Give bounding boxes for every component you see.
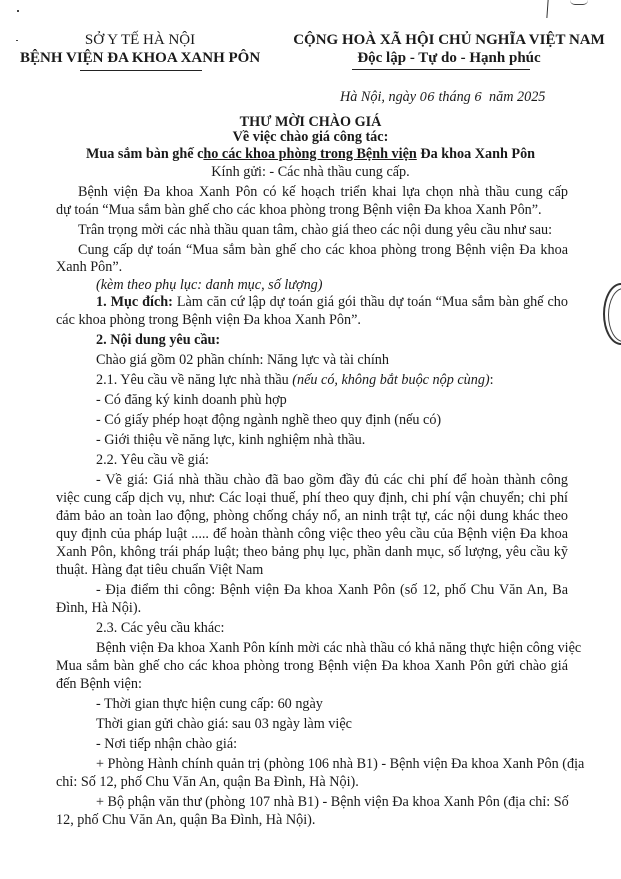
other-line: Mua sắm bàn ghế cho các khoa phòng trong Bệnh viện Đa khoa Xanh Pôn gửi chào giá [56,658,568,674]
supply-line-1: Cung cấp dự toán “Mua sắm bàn ghế cho các khoa phòng trong Bệnh viện Đa khoa [78,242,568,258]
header-left-underline [80,70,202,71]
capacity-colon: : [489,372,494,388]
capacity-item: - Có đăng ký kinh doanh phù hợp [96,392,287,408]
handwritten-mark-icon [570,0,588,5]
submit-time-line: Thời gian gửi chào giá: sau 03 ngày làm việc [96,716,352,732]
capacity-note: (nếu có, không bắt buộc nộp cùng) [292,372,490,388]
receive1-line-2: chỉ: Số 12, phố Chu Văn An, quận Ba Đình, Hà Nội). [56,774,359,790]
capacity-item: - Giới thiệu về năng lực, kinh nghiệm nhà thầu. [96,432,366,448]
other-line: Bệnh viện Đa khoa Xanh Pôn kính mời các nhà thầu có khả năng thực hiện công việc [96,640,582,656]
price-line: quy định của pháp luật ..... để hoàn thành công việc theo yêu cầu của Bệnh viện Đa khoa [56,526,568,542]
price-line: thuật. Hàng đạt tiêu chuẩn Việt Nam [56,562,264,578]
handwritten-day: 06 [419,90,435,104]
price-heading: 2.2. Yêu cầu về giá: [96,452,209,468]
date-line [340,89,545,106]
agency-name: SỞ Y TẾ HÀ NỘI [84,32,196,48]
price-line: đảm bảo an toàn lao động, phòng chống cháy nổ, an ninh trật tự, các nội dung khác theo [56,508,568,524]
handwritten-month: 6 [474,90,482,104]
purpose-line-2: các khoa phòng trong Bệnh viện Đa khoa Xanh Pôn”. [56,312,361,328]
requirements-heading: 2. Nội dung yêu cầu: [96,332,221,348]
scan-speck [16,40,18,41]
letter-title: THƯ MỜI CHÀO GIÁ [239,114,382,130]
topic-part3: Đa khoa Xanh Pôn [416,146,536,162]
offer-parts: Chào giá gồm 02 phần chính: Năng lực và tài chính [96,352,389,368]
intro-line-2: dự toán “Mua sắm bàn ghế cho các khoa phòng trong Bệnh viện Đa khoa Xanh Pôn”. [56,202,542,218]
header-right-underline [352,69,530,70]
topic-part2: ho các khoa phòng trong Bệnh viện [203,146,417,162]
handwritten-mark-icon [546,0,548,18]
other-line: đến Bệnh viện: [56,676,142,692]
date-suffix: năm 2025 [481,89,546,105]
capacity-heading [96,372,494,389]
price-line: việc cung cấp dịch vụ, như: Các loại thuế, phí theo quy định, chi phí vận chuyển; chi phí [56,490,568,506]
capacity-item: - Có giấy phép hoạt động ngành nghề theo quy định (nếu có) [96,412,442,428]
country-name: CỘNG HOÀ XÃ HỘI CHỦ NGHĨA VIỆT NAM [293,32,605,48]
date-month-label: tháng [434,89,475,105]
supply-line-2: Xanh Pôn”. [56,259,123,275]
location-line-2: Đình, Hà Nội). [56,600,142,616]
receive1-line-1: + Phòng Hành chính quản trị (phòng 106 nhà B1) - Bệnh viện Đa khoa Xanh Pôn (địa [96,756,585,772]
invite-line: Trân trọng mời các nhà thầu quan tâm, chào giá theo các nội dung yêu cầu như sau: [78,222,553,238]
purpose-text: Làm căn cứ lập dự toán giá gói thầu dự toán “Mua sắm bàn ghế cho [172,294,568,310]
intro-line-1: Bệnh viện Đa khoa Xanh Pôn có kế hoạch triển khai lựa chọn nhà thầu cung cấp [78,184,568,200]
stamp-seal-icon [603,283,621,345]
location-line-1: - Địa điểm thi công: Bệnh viện Đa khoa Xanh Pôn (số 12, phố Chu Văn An, Ba [96,582,568,598]
recipient-line: Kính gửi: - Các nhà thầu cung cấp. [211,164,410,180]
date-prefix: Hà Nội, ngày [340,89,420,105]
receive-heading: - Nơi tiếp nhận chào giá: [96,736,238,752]
price-line: Xanh Pôn, không trái pháp luật; theo bảng phụ lục, phần danh mục, số lượng, yêu cầu kỹ [56,544,568,560]
appendix-note: (kèm theo phụ lục: danh mục, số lượng) [96,277,323,293]
receive2-line-1: + Bộ phận văn thư (phòng 107 nhà B1) - Bệnh viện Đa khoa Xanh Pôn (địa chỉ: Số [96,794,569,810]
hospital-name: BỆNH VIỆN ĐA KHOA XANH PÔN [20,50,261,66]
price-line: - Về giá: Giá nhà thầu chào đã bao gồm đầy đủ các chi phí để hoàn thành công [96,472,568,488]
other-heading: 2.3. Các yêu cầu khác: [96,620,225,636]
capacity-heading-text: 2.1. Yêu cầu về năng lực nhà thầu [96,372,293,388]
receive2-line-2: 12, phố Chu Văn An, quận Ba Đình, Hà Nội). [56,812,316,828]
letter-subject: Về việc chào giá công tác: [232,129,389,145]
purpose-line-1 [96,294,568,311]
national-motto: Độc lập - Tự do - Hạnh phúc [357,50,541,66]
topic-part1: Mua sắm bàn ghế c [85,146,204,162]
purpose-heading: 1. Mục đích: [96,294,173,310]
letter-topic [0,146,621,163]
duration-line: - Thời gian thực hiện cung cấp: 60 ngày [96,696,323,712]
scan-speck [17,10,19,12]
